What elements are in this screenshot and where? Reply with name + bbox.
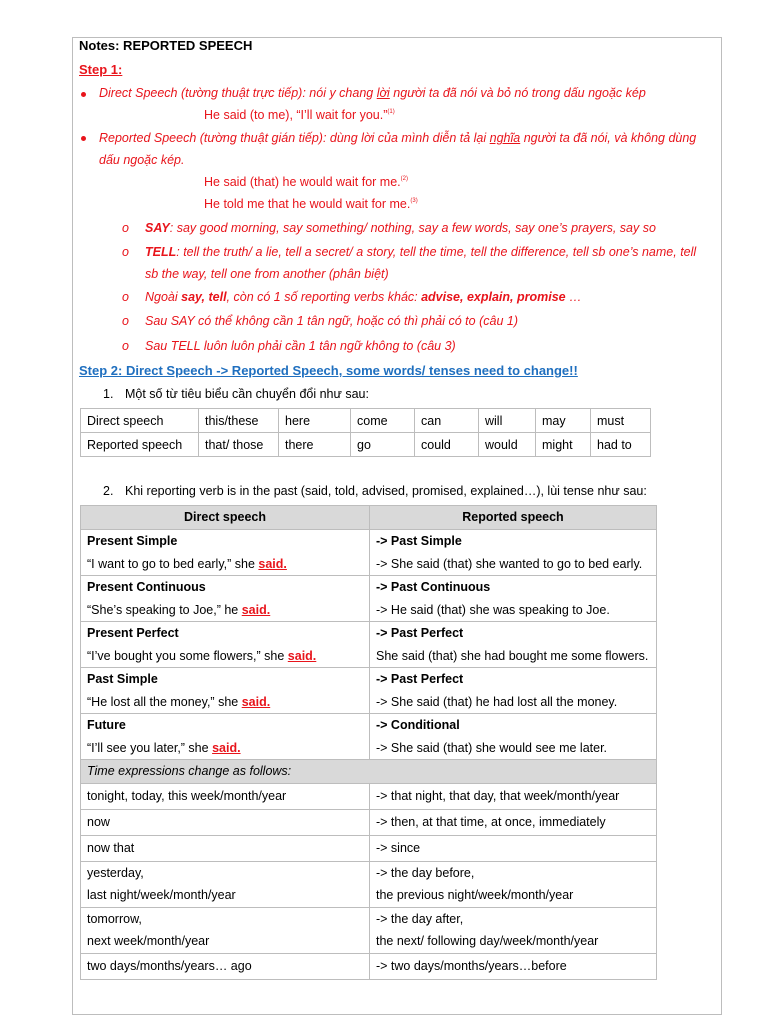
direct-time-cell: now that <box>81 835 370 861</box>
step2-heading: Step 2: Direct Speech -> Reported Speech, some words/ tenses need to change!! <box>79 363 578 378</box>
table-row <box>81 809 657 835</box>
tense-name: Present Perfect <box>87 626 179 640</box>
reported-example: -> She said (that) she would see me later. <box>376 740 608 755</box>
item1-text: Một số từ tiêu biểu cần chuyển đổi như sau: <box>125 387 369 401</box>
example-2: He said (that) he would wait for me.$^{(2)}$ <box>204 175 408 189</box>
time-line: the next/ following day/week/month/year <box>376 934 599 948</box>
table-cell: Direct speech <box>81 409 199 433</box>
time-expressions-heading: Time expressions change as follows: <box>81 760 657 784</box>
table-cell: this/these <box>199 409 279 433</box>
time-expressions-heading-row <box>81 760 657 784</box>
reported-time-cell <box>370 907 657 953</box>
o-bullet-icon: o <box>122 314 129 328</box>
header-direct-speech: Direct speech <box>81 506 370 530</box>
table-row <box>81 530 657 576</box>
table-row <box>81 907 657 953</box>
direct-time-cell: two days/months/years… ago <box>81 953 370 979</box>
table-row <box>81 835 657 861</box>
reported-cell <box>370 714 657 760</box>
tense-name: Present Continuous <box>87 580 206 594</box>
direct-cell <box>81 668 370 714</box>
reported-time-cell: -> since <box>370 835 657 861</box>
table-row <box>81 953 657 979</box>
time-line: the previous night/week/month/year <box>376 888 574 902</box>
other-reporting-verbs: Ngoài say, tell, còn có 1 số reporting verbs khác: advise, explain, promise … <box>145 290 582 304</box>
table-cell: would <box>479 433 536 457</box>
reported-example: -> She said (that) he had lost all the money. <box>376 694 618 709</box>
reported-example: -> She said (that) she wanted to go to bed early. <box>376 556 643 571</box>
reported-cell <box>370 622 657 668</box>
reported-time-cell: -> then, at that time, at once, immediately <box>370 809 657 835</box>
table-cell: Reported speech <box>81 433 199 457</box>
item2-text: Khi reporting verb is in the past (said, told, advised, promised, explained…), lùi tense như sau: <box>125 484 647 498</box>
table-row <box>81 433 651 457</box>
reported-speech-definition: Reported Speech (tường thuật gián tiếp): dùng lời của mình diễn tả lại nghĩa người ta đã nói, và không dùng <box>99 131 697 145</box>
direct-time-cell: tonight, today, this week/month/year <box>81 783 370 809</box>
tense-example: “I want to go to bed early,” she said. <box>87 556 287 571</box>
say-note: Sau SAY có thể không cần 1 tân ngữ, hoặc có thì phải có to (câu 1) <box>145 314 518 328</box>
time-line: last night/week/month/year <box>87 888 236 902</box>
list-item-number: 1. <box>103 387 114 401</box>
table-header-row <box>81 506 657 530</box>
reported-time-cell: -> two days/months/years…before <box>370 953 657 979</box>
list-item-number: 2. <box>103 484 114 498</box>
table-cell: come <box>351 409 415 433</box>
direct-cell <box>81 530 370 576</box>
header-reported-speech: Reported speech <box>370 506 657 530</box>
tense-example: “I’ll see you later,” she said. <box>87 740 241 755</box>
reported-time-cell <box>370 861 657 907</box>
reported-tense-name: -> Past Continuous <box>376 580 491 594</box>
time-line: tomorrow, <box>87 911 142 926</box>
tense-change-table <box>80 505 657 980</box>
direct-speech-definition: Direct Speech (tường thuật trực tiếp): nói y chang lời người ta đã nói và bỏ nó trong dấu ngoặc kép <box>99 86 646 100</box>
direct-time-cell <box>81 861 370 907</box>
table-row <box>81 861 657 907</box>
time-line: -> the day before, <box>376 865 475 880</box>
table-cell: must <box>591 409 651 433</box>
tense-example: “She’s speaking to Joe,” he said. <box>87 602 271 617</box>
table-cell: had to <box>591 433 651 457</box>
table-cell: could <box>415 433 479 457</box>
direct-time-cell <box>81 907 370 953</box>
tense-name: Present Simple <box>87 534 178 548</box>
reported-cell <box>370 576 657 622</box>
example-1: He said (to me), “I’ll wait for you.”$^{(1)}$ <box>204 108 395 122</box>
time-line: yesterday, <box>87 865 144 880</box>
reported-time-cell: -> that night, that day, that week/month/year <box>370 783 657 809</box>
bullet-dot <box>81 92 86 97</box>
tense-example: “He lost all the money,” she said. <box>87 694 271 709</box>
direct-time-cell: now <box>81 809 370 835</box>
table-cell: will <box>479 409 536 433</box>
reported-cell <box>370 530 657 576</box>
tense-name: Future <box>87 718 126 732</box>
notes-title: Notes: REPORTED SPEECH <box>79 38 253 53</box>
time-line: -> the day after, <box>376 911 464 926</box>
table-row <box>81 576 657 622</box>
direct-cell <box>81 622 370 668</box>
reported-tense-name: -> Past Simple <box>376 534 462 548</box>
direct-cell <box>81 576 370 622</box>
time-line: next week/month/year <box>87 934 210 948</box>
reported-cell <box>370 668 657 714</box>
table-row <box>81 622 657 668</box>
table-cell: here <box>279 409 351 433</box>
tense-example: “I’ve bought you some flowers,” she said. <box>87 648 317 663</box>
reported-example: She said (that) she had bought me some flowers. <box>376 648 649 663</box>
tell-usage: TELL: tell the truth/ a lie, tell a secret/ a story, tell the time, tell the difference, tell sb one’s name, tell <box>145 245 697 259</box>
o-bullet-icon: o <box>122 245 129 259</box>
table-cell: there <box>279 433 351 457</box>
tell-usage-line2: sb the way, tell one from another (phân biệt) <box>145 267 389 281</box>
reported-example: -> He said (that) she was speaking to Joe. <box>376 602 610 617</box>
step1-heading: Step 1: <box>79 62 123 77</box>
table-row <box>81 668 657 714</box>
table-cell: might <box>536 433 591 457</box>
table-cell: may <box>536 409 591 433</box>
o-bullet-icon: o <box>122 221 129 235</box>
table-row <box>81 409 651 433</box>
words-change-table <box>80 408 651 457</box>
tell-note: Sau TELL luôn luôn phải cần 1 tân ngữ không to (câu 3) <box>145 339 456 353</box>
table-cell: that/ those <box>199 433 279 457</box>
table-cell: go <box>351 433 415 457</box>
reported-tense-name: -> Past Perfect <box>376 626 464 640</box>
reported-speech-definition-line2: dấu ngoặc kép. <box>99 153 185 167</box>
reported-tense-name: -> Conditional <box>376 718 460 732</box>
o-bullet-icon: o <box>122 290 129 304</box>
table-cell: can <box>415 409 479 433</box>
direct-cell <box>81 714 370 760</box>
reported-tense-name: -> Past Perfect <box>376 672 464 686</box>
bullet-dot <box>81 136 86 141</box>
example-3: He told me that he would wait for me.$^{(3)}$ <box>204 197 418 211</box>
o-bullet-icon: o <box>122 339 129 353</box>
table-row <box>81 714 657 760</box>
tense-name: Past Simple <box>87 672 158 686</box>
table-row <box>81 783 657 809</box>
say-usage: SAY: say good morning, say something/ nothing, say a few words, say one’s prayers, say so <box>145 221 656 235</box>
